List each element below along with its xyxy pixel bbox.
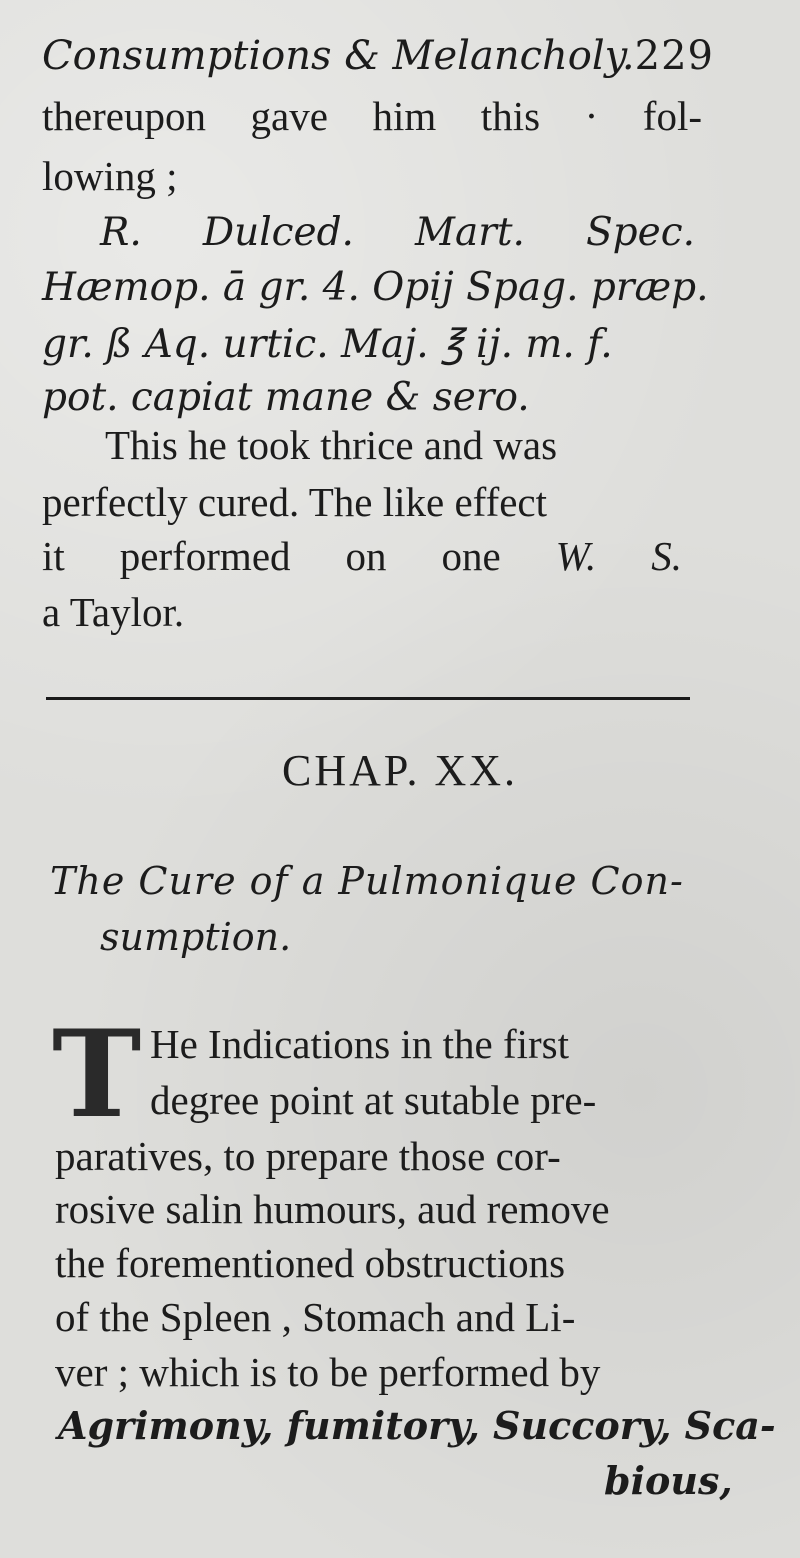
chapter-title-line: The Cure of a Pulmonique Con-: [50, 859, 684, 903]
page-number: 229: [634, 33, 714, 79]
text-line: He Indications in the first: [150, 1021, 570, 1067]
running-title: Consumptions & Melancholy.: [42, 33, 635, 79]
text-line: the forementioned obstructions: [55, 1240, 566, 1286]
text-line: of the Spleen , Stomach and Li-: [55, 1294, 576, 1340]
recipe-line: Hæmop. ā gr. 4. Opij Spag. præp.: [42, 265, 709, 310]
text-line: thereupon gave him this · fol-: [42, 93, 702, 139]
horizontal-rule: [46, 697, 690, 700]
text-line: a Taylor.: [42, 589, 185, 635]
text-line: bious,: [604, 1458, 733, 1503]
text-line: perfectly cured. The like effect: [42, 479, 548, 525]
text-line: degree point at sutable pre-: [150, 1077, 597, 1123]
chapter-heading: CHAP. XX.: [281, 746, 519, 795]
text-line: paratives, to prepare those cor-: [55, 1133, 561, 1179]
text-line: rosive salin humours, aud remove: [55, 1186, 610, 1232]
text-line: This he took thrice and was: [105, 422, 558, 468]
drop-cap: T: [52, 1004, 142, 1145]
text-line: it performed on one W. S.: [42, 533, 682, 579]
running-header: [42, 33, 714, 79]
recipe-line: R. Dulced. Mart. Spec.: [100, 210, 695, 255]
recipe-line: gr. ß Aq. urtic. Maj. ℥ ij. m. f.: [42, 322, 613, 367]
chapter-title-line: sumption.: [100, 915, 292, 959]
text-line: lowing ;: [42, 153, 178, 199]
text-line: ver ; which is to be performed by: [55, 1349, 601, 1395]
text-line: Agrimony, fumitory, Succory, Sca-: [58, 1403, 776, 1448]
recipe-line: pot. capiat mane & sero.: [42, 375, 530, 420]
